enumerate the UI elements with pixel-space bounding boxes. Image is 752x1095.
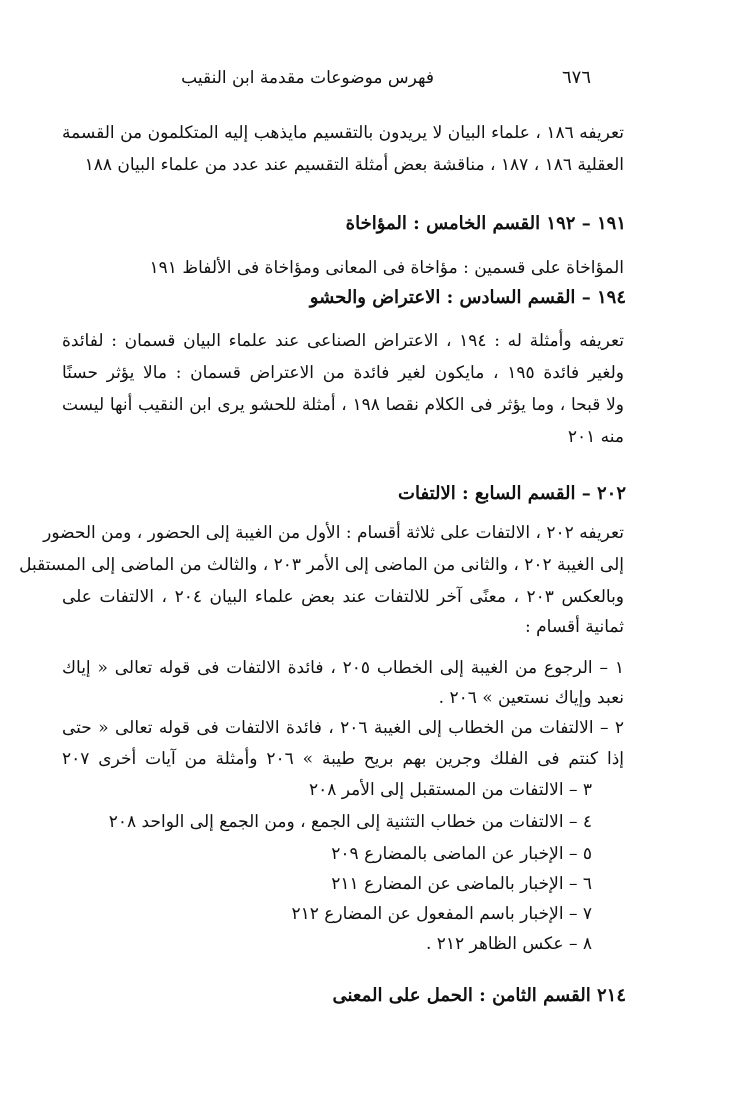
text-line: وبالعكس ٢٠٣ ، معنًى آخر للالتفات عند بعض علماء البيان ٢٠٤ ، الالتفات على	[62, 587, 625, 607]
text-line: المؤاخاة على قسمين : مؤاخاة فى المعانى ومؤاخاة فى الألفاظ ١٩١	[149, 258, 624, 278]
list-item: ٧ – الإخبار باسم المفعول عن المضارع ٢١٢	[291, 904, 592, 924]
list-item: ٣ – الالتفات من المستقبل إلى الأمر ٢٠٨	[308, 780, 592, 800]
list-item-continuation: إذا كنتم فى الفلك وجرين بهم بريح طيبة » ٢٠٦ وأمثلة من آيات أخرى ٢٠٧	[62, 749, 624, 769]
text-line: تعريفه وأمثلة له : ١٩٤ ، الاعتراض الصناعى عند علماء البيان قسمان : لفائدة	[62, 331, 624, 351]
text-line: تعريفه ١٨٦ ، علماء البيان لا يريدون بالتقسيم مايذهب إليه المتكلمون من القسمة	[62, 123, 624, 143]
text-line: إلى الغيبة ٢٠٢ ، والثانى من الماضى إلى الأمر ٢٠٣ ، والثالث من الماضى إلى المستقبل	[19, 555, 624, 575]
text-line: ثمانية أقسام :	[525, 617, 624, 637]
section-heading: ١٩٤ – القسم السادس : الاعتراض والحشو	[309, 287, 626, 308]
section-heading: ٢٠٢ – القسم السابع : الالتفات	[398, 483, 626, 504]
list-item: ٨ – عكس الظاهر ٢١٢ .	[425, 934, 592, 954]
list-item: ١ – الرجوع من الغيبة إلى الخطاب ٢٠٥ ، فائدة الالتفات فى قوله تعالى « إياك	[62, 658, 624, 678]
text-line: العقلية ١٨٦ ، ١٨٧ ، مناقشة بعض أمثلة التقسيم عند عدد من علماء البيان ١٨٨	[84, 155, 624, 175]
section-heading: ١٩١ – ١٩٢ القسم الخامس : المؤاخاة	[345, 213, 626, 234]
list-item: ٢ – الالتفات من الخطاب إلى الغيبة ٢٠٦ ، فائدة الالتفات فى قوله تعالى « حتى	[62, 718, 624, 738]
list-item-continuation: نعبد وإياك نستعين » ٢٠٦ .	[438, 688, 624, 708]
text-line: ولغير فائدة ١٩٥ ، مايكون لغير فائدة من الاعتراض قسمان : مالا يؤثر حسنًا	[62, 363, 624, 383]
list-item: ٦ – الإخبار بالماضى عن المضارع ٢١١	[331, 874, 592, 894]
text-line: ولا قبحا ، وما يؤثر فى الكلام نقصا ١٩٨ ، أمثلة للحشو يرى ابن النقيب أنها ليست	[62, 395, 624, 415]
text-line: منه ٢٠١	[567, 427, 624, 447]
list-item: ٤ – الالتفات من خطاب التثنية إلى الجمع ، ومن الجمع إلى الواحد ٢٠٨	[108, 812, 592, 832]
running-title: فهرس موضوعات مقدمة ابن النقيب	[181, 68, 434, 88]
text-line: تعريفه ٢٠٢ ، الالتفات على ثلاثة أقسام : الأول من الغيبة إلى الحضور ، ومن الحضور	[43, 523, 624, 543]
page-number: ٦٧٦	[562, 67, 592, 88]
list-item: ٥ – الإخبار عن الماضى بالمضارع ٢٠٩	[331, 844, 592, 864]
section-heading: ٢١٤ القسم الثامن : الحمل على المعنى	[332, 985, 626, 1006]
